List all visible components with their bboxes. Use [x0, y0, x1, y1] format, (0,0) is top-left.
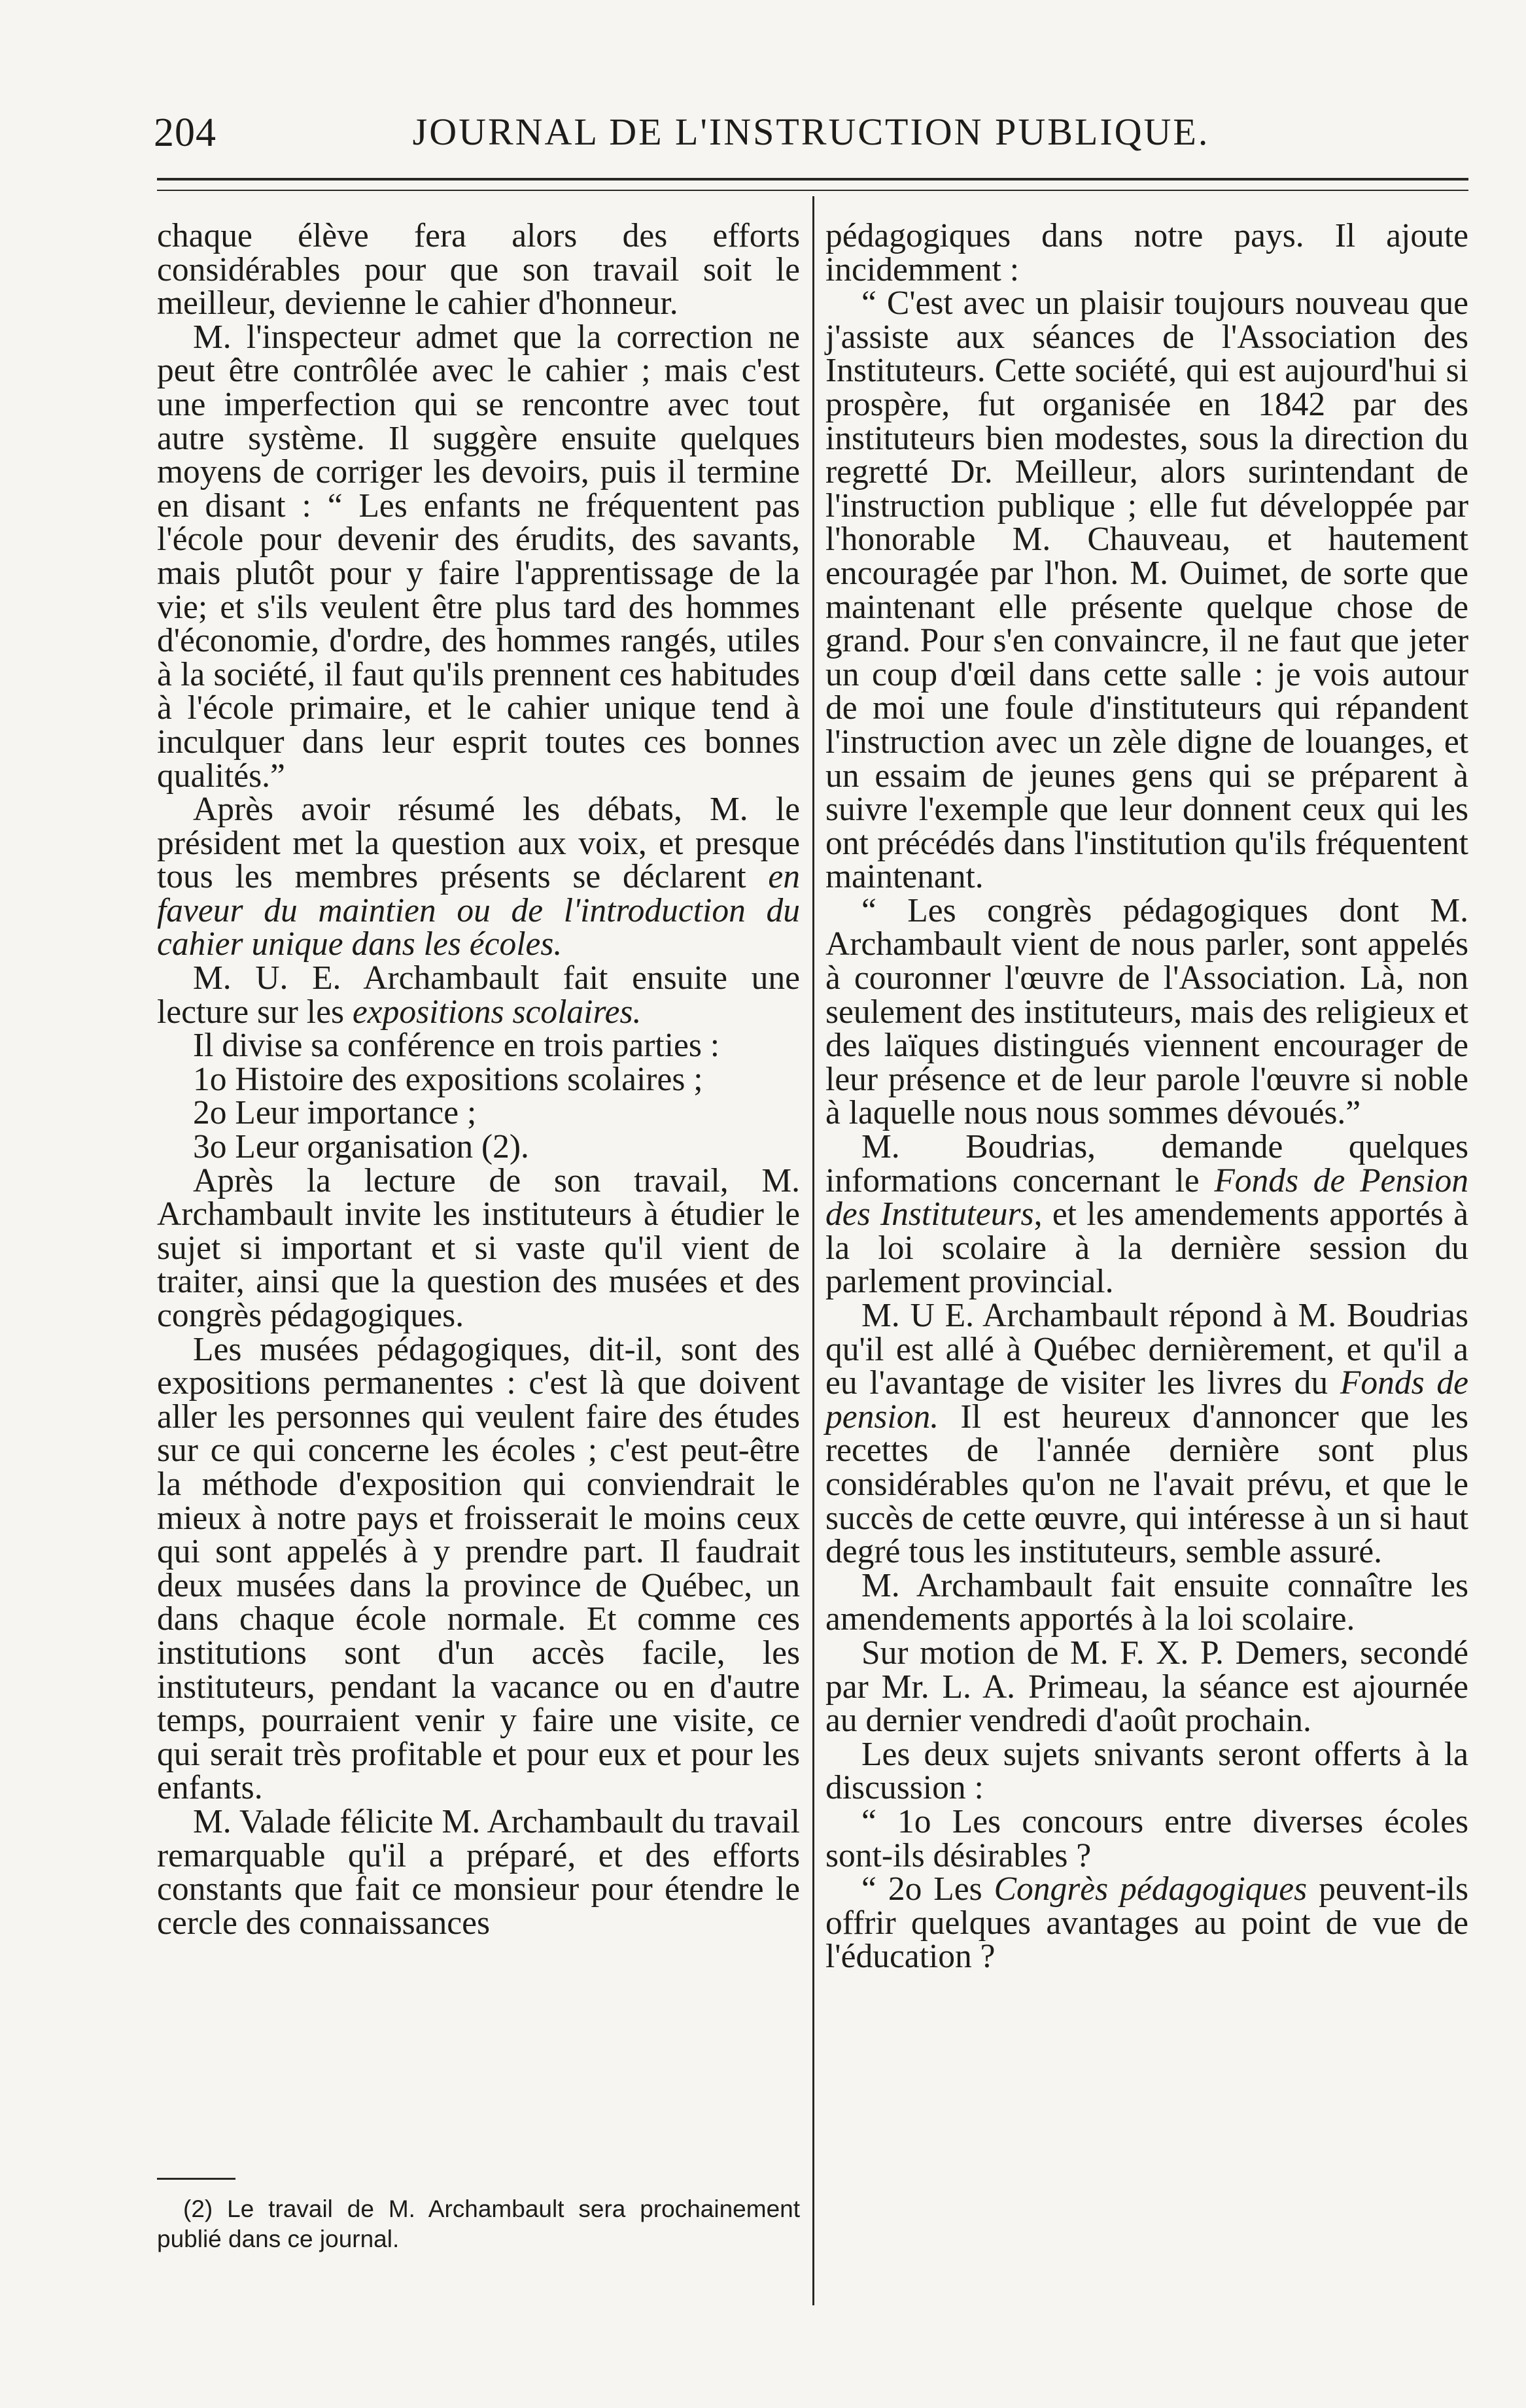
- paragraph-text: Après avoir résumé les débats, M. le président met la question aux voix, et presque tous les membres présents se déclarent: [157, 791, 800, 896]
- paragraph: [825, 1299, 1468, 1569]
- footnote: [157, 2194, 800, 2254]
- italic-text: en faveur du maintien ou de l'introduction du cahier unique dans les écoles.: [157, 858, 800, 963]
- paragraph: [825, 1872, 1468, 1974]
- paragraph: pédagogiques dans notre pays. Il ajoute incidemment :: [825, 217, 1468, 288]
- paragraph: [157, 793, 800, 961]
- paragraph: “ Les congrès pédagogiques dont M. Archambault vient de nous parler, sont appelés à couronner l'œuvre de l'Association. Là, non seulement des instituteurs, mais des religieux et des laïques distingués viennent encourager de leur présence et de leur parole l'œuvre si noble à laquelle nous nous sommes dévoués.”: [825, 891, 1468, 1132]
- paragraph-text: M. U E. Archambault répond à M. Boudrias qu'il est allé à Québec dernièrement, et qu'il a eu l'avantage de visiter les livres du: [825, 1297, 1468, 1402]
- paragraph-text: M. Boudrias, demande quelques informations concernant le: [825, 1128, 1468, 1199]
- column-divider: [812, 196, 814, 2305]
- paragraph-text: “ 2o Les: [861, 1870, 994, 1908]
- journal-title: JOURNAL DE L'INSTRUCTION PUBLIQUE.: [412, 111, 1210, 153]
- list-item: 3o Leur organisation (2).: [193, 1128, 529, 1166]
- footnote-mark: (2): [183, 2195, 213, 2222]
- paragraph: chaque élève fera alors des efforts considérables pour que son travail soit le meilleur, devienne le cahier d'honneur.: [157, 217, 800, 322]
- header-rule: [157, 178, 1468, 191]
- paragraph-text: Il est heureux d'annoncer que les recettes de l'année dernière sont plus considérables qu'on ne l'avait prévu, et que le succès de cette œuvre, qui intéresse à un si haut degré tous les instituteurs, semble assuré.: [825, 1398, 1468, 1571]
- paragraph: M. Archambault fait ensuite connaître les amendements apportés à la loi scolaire.: [825, 1566, 1468, 1638]
- paragraph: Les musées pédagogiques, dit-il, sont des expositions permanentes : c'est là que doivent aller les personnes qui veulent faire des études sur ce qui concerne les écoles ; c'est peut-être la méthode d'exposition qui conviendrait le mieux à notre pays et froisserait le moins ceux qui sont appelés à y prendre part. Il faudrait deux musées dans la province de Québec, un dans chaque école normale. Et comme ces institutions sont d'un accès facile, les instituteurs, pendant la vacance ou en d'autre temps, pourraient venir y faire une visite, ce qui serait très profitable et pour eux et pour les enfants.: [157, 1330, 800, 1807]
- footnote-text: Le travail de M. Archambault sera prochainement publié dans ce journal.: [157, 2195, 801, 2252]
- paragraph-text: peuvent-ils offrir quelques avantages au point de vue de l'éducation ?: [825, 1870, 1469, 1976]
- paragraph: “ 1o Les concours entre diverses écoles sont-ils désirables ?: [825, 1802, 1468, 1874]
- paragraph: Il divise sa conférence en trois parties :: [193, 1027, 720, 1065]
- italic-text: Fonds de Pension des Instituteurs: [825, 1161, 1468, 1233]
- paragraph: [825, 1130, 1468, 1299]
- paragraph-text: M. U. E. Archambault fait ensuite une lecture sur les: [157, 959, 800, 1031]
- italic-text: Fonds de pension.: [825, 1364, 1468, 1436]
- page-header: [154, 110, 1468, 169]
- italic-text: expositions scolaires.: [352, 993, 642, 1031]
- page-number: 204: [154, 111, 217, 155]
- paragraph-text: , et les amendements apportés à la loi scolaire à la dernière session du parlement provincial.: [825, 1195, 1468, 1301]
- italic-text: Congrès pédagogiques: [994, 1870, 1308, 1908]
- paragraph: Sur motion de M. F. X. P. Demers, secondé par Mr. L. A. Primeau, la séance est ajournée au dernier vendredi d'août prochain.: [825, 1634, 1468, 1740]
- right-column: [825, 219, 1468, 1974]
- paragraph: “ C'est avec un plaisir toujours nouveau que j'assiste aux séances de l'Association des Instituteurs. Cette société, qui est aujourd'hui si prospère, fut organisée en 1842 par des instituteurs bien modestes, sous la direction du regretté Dr. Meilleur, alors surintendant de l'instruction publique ; elle fut développée par l'honorable M. Chauveau, et hautement encouragée par l'hon. M. Ouimet, de sorte que maintenant elle présente quelque chose de grand. Pour s'en convaincre, il ne faut que jeter un coup d'œil dans cette salle : je vois autour de moi une foule d'instituteurs qui répandent l'instruction avec un zèle digne de louanges, et un essaim de jeunes gens qui se préparent à suivre l'exemple que leur donnent ceux qui les ont précédés dans l'institution qu'ils fréquentent maintenant.: [825, 284, 1468, 896]
- list-item: 2o Leur importance ;: [193, 1094, 477, 1132]
- list-item: 1o Histoire des expositions scolaires ;: [193, 1060, 703, 1098]
- left-column: [157, 219, 800, 1940]
- paragraph: Les deux sujets snivants seront offerts à la discussion :: [825, 1735, 1468, 1807]
- paragraph: Après la lecture de son travail, M. Archambault invite les instituteurs à étudier le sujet si important et si vaste qu'il vient de traiter, ainsi que la question des musées et des congrès pédagogiques.: [157, 1161, 800, 1334]
- paragraph: M. Valade félicite M. Archambault du travail remarquable qu'il a préparé, et des efforts constants que fait ce monsieur pour étendre le cercle des connaissances: [157, 1802, 800, 1942]
- paragraph: [157, 961, 800, 1029]
- paragraph: M. l'inspecteur admet que la correction ne peut être contrôlée avec le cahier ; mais c'est une imperfection qui se rencontre avec tout autre système. Il suggère ensuite quelques moyens de corriger les devoirs, puis il termine en disant : “ Les enfants ne fréquentent pas l'école pour devenir des érudits, des savants, mais plutôt pour y faire l'apprentissage de la vie; et s'ils veulent être plus tard des hommes d'économie, d'ordre, des hommes rangés, utiles à la société, il faut qu'ils prennent ces habitudes à l'école primaire, et le cahier unique tend à inculquer dans leur esprit toutes ces bonnes qualités.”: [157, 318, 800, 795]
- footnote-rule: [157, 2178, 235, 2180]
